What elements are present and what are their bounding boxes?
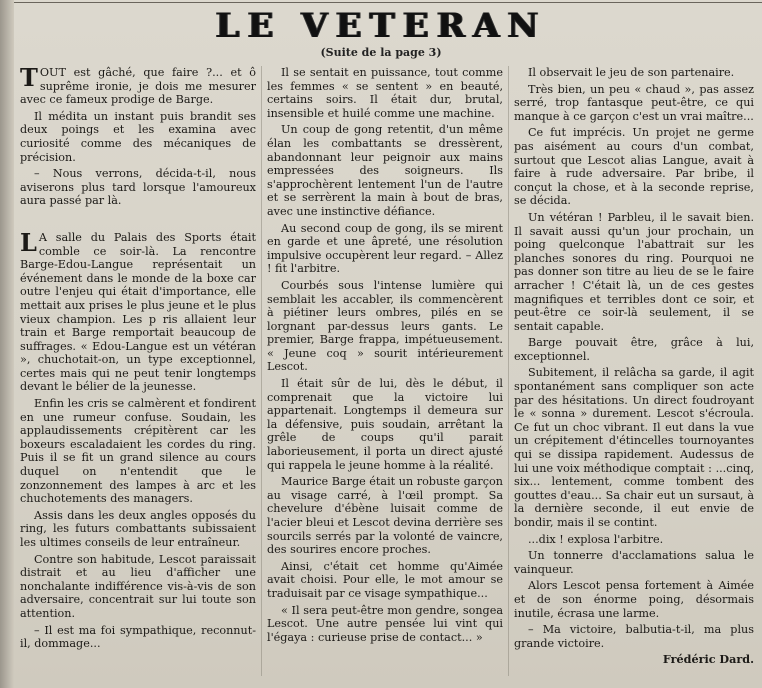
- paragraph: Alors Lescot pensa fortement à Aimée et de son énorme poing, désormais inutile, écrasa une larme.: [514, 579, 754, 620]
- paragraph: Un vétéran ! Parbleu, il le savait bien. Il savait aussi qu'un jour prochain, un poing quelconque l'abattrait sur les planches sonores du ring. Pourquoi ne pas donner son titre au lieu de se le faire arracher ! C'était là, un de ces gestes magnifiques et terribles dont ce soir, et peut-être ce soir-là seulement, il se sentait capable.: [514, 210, 754, 333]
- paragraph: Ainsi, c'était cet homme qu'Aimée avait choisi. Pour elle, le mot amour se traduisait par ce visage sympathique...: [267, 559, 503, 600]
- paragraph: ...dix ! explosa l'arbitre.: [528, 532, 664, 546]
- paragraph: Au second coup de gong, ils se mirent en garde et une âpreté, une résolution impulsive occupèrent leur regard. – Allez ! fit l'arbitre.: [267, 221, 503, 276]
- column-divider: [261, 66, 262, 676]
- page-edge-shadow: [0, 0, 14, 688]
- article-column-3: [514, 66, 754, 670]
- paragraph: Subitement, il relâcha sa garde, il agit spontanément sans compliquer son acte par des hésitations. Un direct foudroyant le « sonna » durement. Lescot s'écroula. Ce fut un choc vibrant. Il eut dans la vue un crépitement d'étincelles tournoyantes qui se dissipa rapidement. Audessus de lui une voix méthodique comptait : ...cinq, six... lentement, comme tombent des gouttes d'eau... Sa chair eut un sursaut, à la dernière seconde, il eut envie de bondir, mais il se contint.: [514, 366, 754, 529]
- paragraph: Très bien, un peu « chaud », pas assez serré, trop fantasque peut-être, ce qui manque à ce garçon c'est un vrai maître...: [514, 82, 754, 123]
- author-signature: Frédéric Dard.: [662, 652, 754, 667]
- paragraph: Il observait le jeu de son partenaire.: [528, 66, 735, 79]
- paragraph: « Il sera peut-être mon gendre, songea Lescot. Une autre pensée lui vint qui l'égaya : curieuse prise de contact... »: [267, 603, 503, 644]
- paragraph: Maurice Barge était un robuste garçon au visage carré, à l'œil prompt. Sa chevelure d'ébène luisait comme de l'acier bleui et Lescot devina derrière ses sourcils serrés par la volonté de vaincre, des sourires encore proches.: [267, 475, 503, 557]
- paragraph: Un coup de gong retentit, d'un même élan les combattants se dressèrent, abandonnant leur peignoir aux mains empressées des soigneurs. Ils s'approchèrent lentement l'un de l'autre et se serrèrent la main à bout de bras, avec une instinctive défiance.: [267, 123, 503, 218]
- paragraph: Il était sûr de lui, dès le début, il comprenait que la victoire lui appartenait. Longtemps il demeura sur la défensive, puis soudain, arrêtant la grêle de coups qu'il parait laborieusement, il porta un direct ajusté qui rappela le jeune homme à la réalité.: [267, 377, 503, 472]
- paragraph: Courbés sous l'intense lumière qui semblait les accabler, ils commencèrent à piétiner leurs ombres, pilés en se lorgnant par-dessus leurs gants. Le premier, Barge frappa, impétueusement. « Jeune coq » sourit intérieurement Lescot.: [267, 278, 503, 374]
- paragraph: [20, 227, 256, 394]
- top-rule: [14, 2, 762, 3]
- paragraph: Un tonnerre d'acclamations salua le vainqueur.: [514, 549, 754, 576]
- drop-cap: T: [20, 63, 38, 92]
- drop-cap: L: [20, 227, 37, 257]
- paragraph: Il médita un instant puis brandit ses deux poings et les examina avec curiosité comme des mécaniques de précision.: [20, 109, 256, 164]
- article-title: LE VETERAN: [215, 6, 547, 46]
- paragraph: Assis dans les deux angles opposés du ring, les futurs combattants subissaient les ultimes conseils de leur entraîneur.: [20, 508, 256, 549]
- paragraph: – Nous verrons, décida-t-il, nous aviserons plus tard lorsque l'amoureux aura passé par là.: [20, 167, 256, 208]
- paragraph: [20, 63, 256, 107]
- article-column-2: [267, 66, 503, 647]
- paragraph: Enfin les cris se calmèrent et fondirent en une rumeur confuse. Soudain, les applaudissements crépitèrent car les boxeurs escaladaient les cordes du ring. Puis il se fit un grand silence au cours duquel on n'entendit que le zonzonnement des lampes à arc et les chuchotements des managers.: [20, 397, 256, 506]
- paragraph: Ce fut imprécis. Un projet ne germe pas aisément au cours d'un combat, surtout que Lescot alias Langue, avait à faire à rude adversaire. Par bribe, il conçut la chose, et à la seconde reprise, se décida.: [514, 126, 754, 208]
- paragraph: – Ma victoire, balbutia-t-il, ma plus grande victoire.: [514, 623, 754, 650]
- paragraph: Contre son habitude, Lescot paraissait distrait et au lieu d'afficher une nonchalante indifférence vis-à-vis de son adversaire, concentrait sur lui toute son attention.: [20, 552, 256, 620]
- paragraph: Il se sentait en puissance, tout comme les femmes « se sentent » en beauté, certains soirs. Il était dur, brutal, insensible et huilé comme une machine.: [267, 66, 503, 120]
- section-break: [20, 211, 256, 231]
- paragraph-text: OUT est gâché, que faire ?... et ô suprême ironie, je dois me mesurer avec ce fameux prodige de Barge.: [20, 66, 256, 107]
- article-subtitle: (Suite de la page 3): [320, 46, 442, 59]
- paragraph: Barge pouvait être, grâce à lui, exceptionnel.: [514, 336, 754, 363]
- article-column-1: [20, 63, 256, 654]
- column-divider: [508, 66, 509, 676]
- paragraph: – Il est ma foi sympathique, reconnut-il, dommage...: [20, 623, 256, 651]
- paragraph-text: A salle du Palais des Sports était comble ce soir-là. La rencontre Barge-Edou-Langue représentait un événement dans le monde de la boxe car outre l'enjeu qui était d'importance, elle mettait aux prises le plus jeune et le plus vieux champion. Les p ris allaient leur train et Barge remportait beaucoup de suffrages. « Edou-Langue est un vétéran », chuchotait-on, un type exceptionnel, certes mais qui ne peut tenir longtemps devant le bélier de la jeunesse.: [20, 230, 256, 394]
